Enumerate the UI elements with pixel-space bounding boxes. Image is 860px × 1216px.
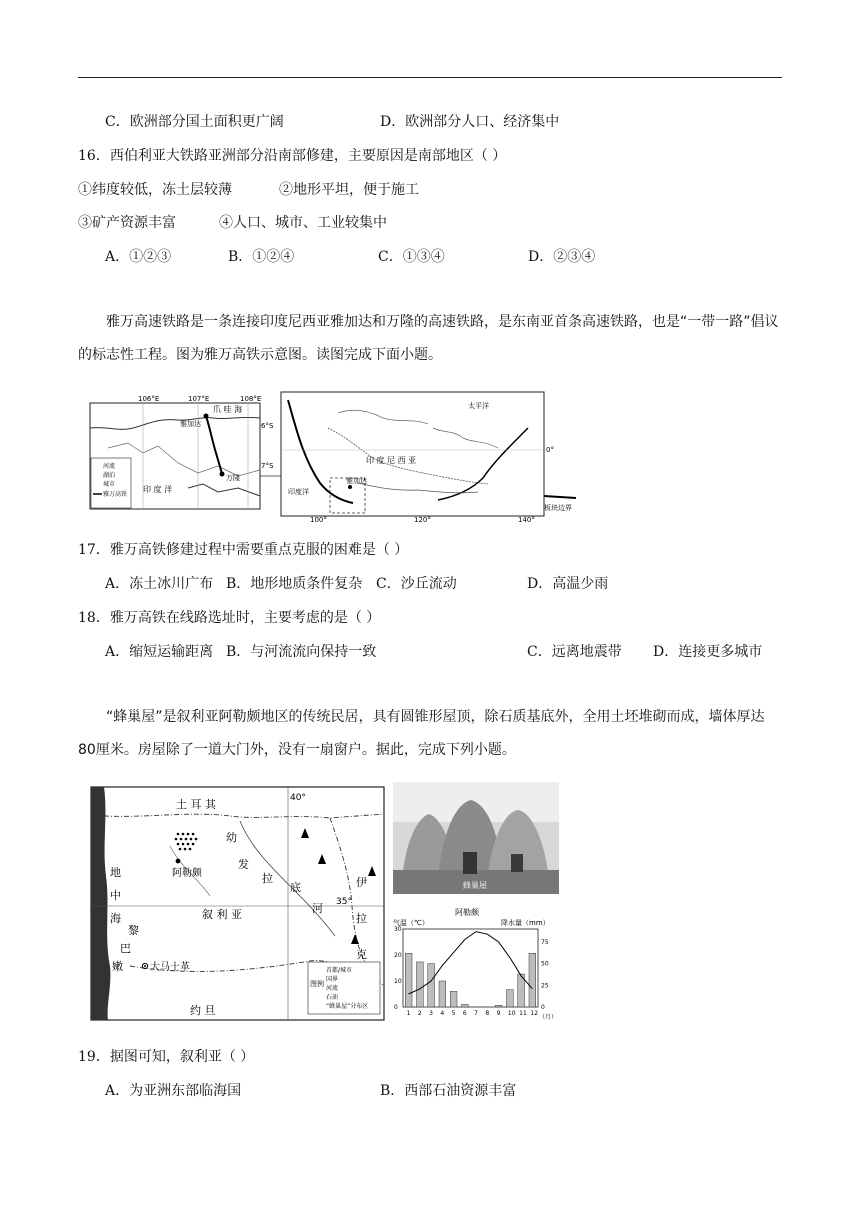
- q18-option-d: D．连接更多城市: [653, 644, 763, 660]
- med-sea-label-1: 地: [110, 866, 121, 879]
- precip-bar: [428, 964, 435, 1007]
- bandung-label: 万隆: [226, 474, 240, 482]
- lat-6-label: 6°S: [261, 422, 274, 430]
- lebanon-char-1: 黎: [128, 924, 139, 937]
- passage-beehive-house: “蜂巢屋”是叙利亚阿勒颇地区的传统民居，具有圆锥形屋顶，除石质基底外，全用土坯堆砌而成，墙体厚达80厘米。房屋除了一道大门外，没有一扇窗户。据此，完成下列小题。: [78, 709, 765, 758]
- q19-option-a: A．为亚洲东部临海国: [105, 1083, 242, 1099]
- month-tick-label: 5: [451, 1010, 456, 1017]
- pacific-label: 太平洋: [468, 402, 489, 410]
- lebanon-char-2: 巴: [120, 942, 131, 955]
- turkey-label: 土 耳 其: [176, 798, 216, 811]
- q17-stem: 17．雅万高铁修建过程中需要重点克服的困难是（ ）: [78, 542, 409, 558]
- precip-bar: [462, 1004, 469, 1007]
- lon-107-label: 107°E: [188, 395, 210, 403]
- lon-100-label: 100°: [310, 516, 327, 522]
- precip-bar: [405, 953, 412, 1007]
- month-tick-label: 6: [462, 1010, 467, 1017]
- beehive-house-photo: [393, 782, 559, 894]
- euphrates-char-2: 发: [238, 858, 249, 871]
- legend-title: 图例: [310, 980, 324, 988]
- month-tick-label: 10: [507, 1010, 516, 1017]
- q16-statement-4: ④人口、城市、工业较集中: [219, 215, 387, 231]
- legend-capital-city: 首都/城市: [326, 967, 353, 974]
- temp-tick-label: 0: [394, 1004, 398, 1011]
- euphrates-char-4: 底: [290, 881, 301, 894]
- month-tick-label: 1: [406, 1010, 411, 1017]
- q18-option-c: C．远离地震带: [527, 644, 622, 660]
- q15-option-c: C．欧洲部分国土面积更广阔: [105, 114, 284, 130]
- lon-106-label: 106°E: [138, 395, 160, 403]
- damascus-label: 大马士革: [150, 962, 190, 973]
- q17-option-d: D．高温少雨: [527, 576, 609, 592]
- jordan-label: 约 旦: [190, 1004, 216, 1017]
- precip-bar: [507, 990, 514, 1007]
- aleppo-climate-chart: [393, 905, 559, 1023]
- legend-beehive-area: “蜂巢屋”分布区: [326, 1003, 369, 1010]
- indonesia-label: 印 度 尼 西 亚: [366, 456, 417, 465]
- q16-stem: 16．西伯利亚大铁路亚洲部分沿南部修建，主要原因是南部地区（ ）: [78, 148, 507, 164]
- q16-statement-3: ③矿产资源丰富: [78, 215, 176, 231]
- inset-map: [90, 395, 274, 509]
- damascus-capital-icon: [144, 965, 146, 967]
- q19-stem: 19．据图可知，叙利亚（ ）: [78, 1049, 255, 1065]
- jakarta-main-label: 雅加达: [346, 477, 367, 485]
- precip-bar: [495, 1005, 502, 1007]
- q17-option-c: C．沙丘流动: [376, 576, 457, 592]
- aleppo-city-icon: [176, 859, 181, 864]
- passage-jakarta-bandung: 雅万高速铁路是一条连接印度尼西亚雅加达和万隆的高速铁路，是东南亚首条高速铁路，也是“一带一路”倡议的标志性工程。图为雅万高铁示意图。读图完成下面小题。: [78, 314, 779, 363]
- q18-option-a: A．缩短运输距离: [105, 644, 214, 660]
- jakarta-bandung-rail-map: [88, 388, 588, 522]
- temp-tick-label: 10: [394, 978, 402, 985]
- syria-label: 叙 利 亚: [202, 908, 242, 921]
- precip-tick-label: 50: [541, 960, 549, 968]
- month-tick-label: 9: [496, 1010, 501, 1017]
- precip-tick-label: 75: [541, 939, 549, 946]
- precip-tick-label: 0: [541, 1004, 545, 1011]
- q16-statement-2: ②地形平坦，便于施工: [279, 182, 419, 198]
- temperature-line: [409, 932, 533, 994]
- jakarta-label: 雅加达: [180, 420, 201, 428]
- legend-rail: 雅万高铁: [103, 491, 128, 498]
- photo-caption: 蜂巢屋: [463, 881, 487, 890]
- q16-option-a: A．①②③: [105, 249, 172, 265]
- q18-stem: 18．雅万高铁在线路选址时，主要考虑的是（ ）: [78, 610, 381, 626]
- legend-oil: 石油: [326, 994, 339, 1001]
- month-tick-label: 7: [474, 1010, 478, 1017]
- month-tick-label: 3: [429, 1010, 433, 1017]
- iraq-char-2: 拉: [356, 912, 367, 925]
- precip-tick-label: 25: [541, 982, 549, 990]
- plate-boundary-label: 板块边界: [544, 504, 572, 512]
- precip-bars: [405, 953, 536, 1007]
- precip-bar: [450, 991, 457, 1007]
- precip-bar: [439, 981, 446, 1007]
- precip-bar: [529, 953, 536, 1007]
- legend-river: 河流: [326, 985, 339, 992]
- legend-lake: 湖泊: [103, 472, 116, 479]
- indonesia-map: [281, 392, 576, 522]
- lon-140-label: 140°: [518, 516, 535, 522]
- header-rule: [78, 77, 782, 78]
- euphrates-char-5: 河: [312, 902, 323, 915]
- lat-40-label: 40°: [290, 793, 306, 803]
- legend-border: 国界: [326, 976, 339, 983]
- lat-7-label: 7°S: [261, 462, 274, 470]
- temp-axis-label: 气温（℃）: [393, 919, 429, 927]
- lebanon-char-3: 嫩: [112, 960, 123, 973]
- med-sea-label-2: 中: [110, 889, 121, 902]
- q17-option-a: A．冻土冰川广布: [105, 576, 214, 592]
- euphrates-char-3: 拉: [262, 872, 273, 885]
- temp-tick-label: 30: [394, 926, 402, 933]
- month-tick-label: 4: [440, 1010, 445, 1017]
- q15-option-d: D．欧洲部分人口、经济集中: [380, 114, 560, 130]
- month-tick-label: 12: [530, 1010, 539, 1017]
- iraq-char-3: 克: [356, 948, 367, 961]
- precip-axis-label: 降水量（mm）: [501, 919, 550, 927]
- lon-108-label: 108°E: [240, 395, 262, 403]
- syria-map: [90, 786, 386, 1022]
- month-tick-label: 8: [485, 1010, 490, 1017]
- month-tick-label: 2: [417, 1010, 422, 1017]
- indian-ocean-main-label: 印度洋: [288, 488, 309, 496]
- q19-option-b: B．西部石油资源丰富: [380, 1083, 517, 1099]
- euphrates-char-1: 幼: [226, 831, 237, 844]
- java-sea-label: 爪 哇 海: [213, 405, 243, 414]
- indian-ocean-label: 印 度 洋: [143, 485, 173, 494]
- equator-label: 0°: [546, 446, 554, 454]
- precip-bar: [417, 962, 424, 1007]
- med-sea-label-3: 海: [110, 912, 121, 925]
- q17-option-b: B．地形地质条件复杂: [226, 576, 363, 592]
- lon-120-label: 120°: [414, 516, 431, 522]
- legend-river: 河流: [103, 463, 116, 470]
- month-tick-label: 11: [519, 1010, 527, 1017]
- q16-option-c: C．①③④: [378, 249, 445, 265]
- q16-statement-1: ①纬度较低，冻土层较薄: [78, 182, 232, 198]
- month-unit-label: （月）: [539, 1014, 558, 1021]
- q18-option-b: B．与河流流向保持一致: [226, 644, 377, 660]
- q16-option-d: D．②③④: [528, 249, 596, 265]
- iraq-char-1: 伊: [356, 876, 367, 889]
- temp-tick-label: 20: [394, 952, 402, 959]
- lat-35-label: 35°: [336, 897, 352, 907]
- legend-city: 城市: [103, 481, 116, 488]
- climate-chart-title: 阿勒颇: [455, 908, 479, 917]
- aleppo-label: 阿勒颇: [172, 868, 202, 879]
- q16-option-b: B．①②④: [228, 249, 295, 265]
